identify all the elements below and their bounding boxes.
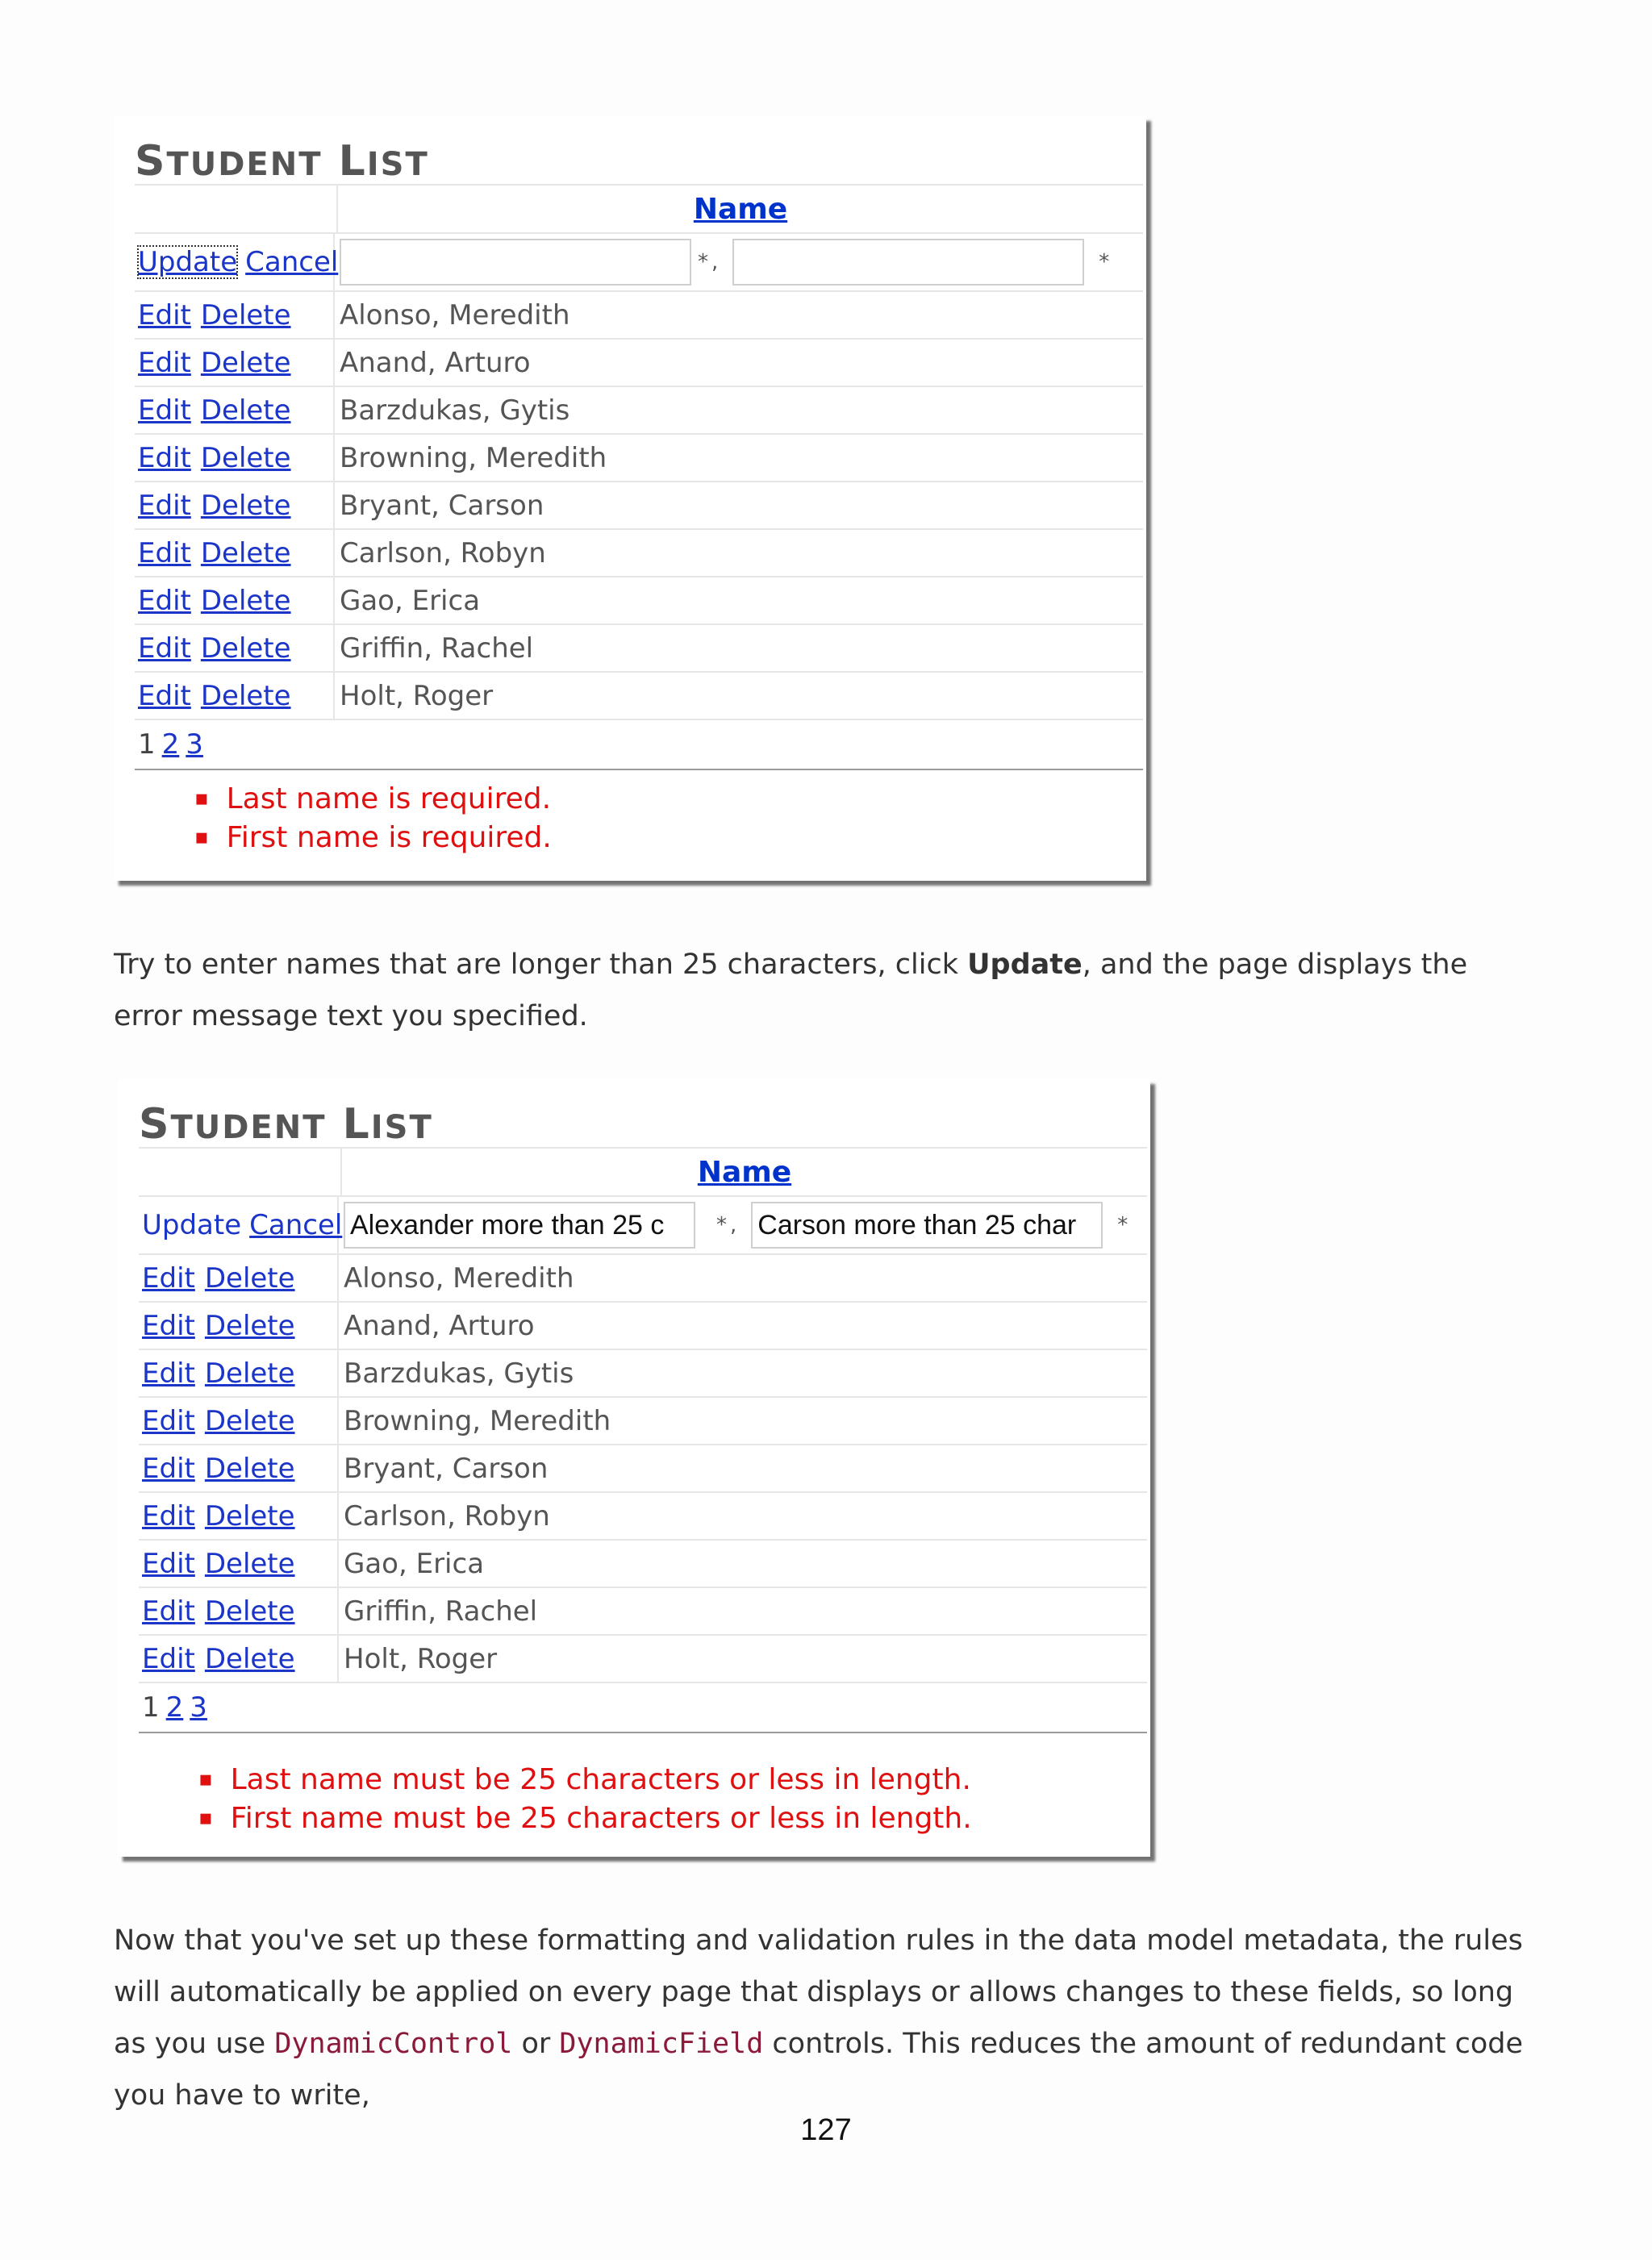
last-name-input[interactable]: Alexander more than 25 c	[344, 1202, 695, 1249]
row-commands	[135, 435, 335, 481]
edit-link[interactable]: Edit	[138, 441, 191, 474]
row-commands	[139, 1303, 339, 1349]
validation-error: ▪ First name is required.	[194, 818, 552, 857]
delete-link[interactable]: Delete	[200, 536, 291, 569]
student-name: Griffin, Rachel	[344, 1595, 538, 1628]
pager-page-3[interactable]: 3	[190, 1691, 207, 1724]
table-row	[139, 1398, 1147, 1445]
pager-page-3[interactable]: 3	[186, 728, 203, 761]
delete-link[interactable]: Delete	[204, 1452, 295, 1485]
delete-link[interactable]: Delete	[200, 298, 291, 331]
table-row	[139, 1588, 1147, 1636]
delete-link[interactable]: Delete	[200, 632, 291, 665]
title-part: IST	[370, 1109, 433, 1146]
grid-header-name-cell	[338, 186, 1143, 232]
delete-link[interactable]: Delete	[200, 441, 291, 474]
delete-link[interactable]: Delete	[200, 584, 291, 617]
row-commands	[139, 1588, 339, 1634]
title-part: S	[135, 137, 167, 186]
title-part: S	[139, 1100, 171, 1149]
student-name: Alonso, Meredith	[344, 1261, 574, 1295]
row-commands	[139, 1636, 339, 1682]
student-name: Barzdukas, Gytis	[340, 394, 570, 427]
student-rows	[139, 1255, 1147, 1683]
paragraph-text: , and the page displays the error message text you specified.	[114, 949, 1468, 1032]
validation-summary	[198, 1760, 972, 1837]
edit-link[interactable]: Edit	[138, 298, 191, 331]
delete-link[interactable]: Delete	[204, 1357, 295, 1390]
table-row	[139, 1303, 1147, 1350]
table-row	[135, 673, 1143, 720]
student-name: Holt, Roger	[340, 679, 494, 712]
delete-link[interactable]: Delete	[204, 1499, 295, 1532]
row-commands	[135, 673, 335, 719]
edit-link[interactable]: Edit	[142, 1547, 195, 1580]
table-row	[135, 625, 1143, 673]
paragraph-text: or	[512, 2028, 560, 2060]
edit-link[interactable]: Edit	[142, 1452, 195, 1485]
table-row	[139, 1636, 1147, 1683]
pager	[139, 1683, 1147, 1733]
pager-page-2[interactable]: 2	[165, 1691, 184, 1724]
student-name: Alonso, Meredith	[340, 298, 570, 331]
student-list-title	[135, 137, 429, 186]
paragraph-text: controls. This reduces the amount of redundant code you have to write,	[114, 2028, 1523, 2112]
edit-link[interactable]: Edit	[138, 584, 191, 617]
grid-header-row	[135, 186, 1143, 234]
name-sort-link[interactable]: Name	[697, 1155, 792, 1189]
name-sort-link[interactable]: Name	[693, 192, 788, 226]
required-star: *	[1117, 1213, 1128, 1237]
title-part: L	[342, 1100, 371, 1149]
student-name: Holt, Roger	[344, 1642, 498, 1675]
cancel-link[interactable]: Cancel	[249, 1209, 343, 1241]
delete-link[interactable]: Delete	[200, 679, 291, 712]
table-row	[135, 387, 1143, 435]
paragraph-bold-text: Update	[967, 949, 1083, 981]
edit-link[interactable]: Edit	[138, 679, 191, 712]
table-row	[135, 482, 1143, 530]
table-row	[139, 1493, 1147, 1541]
grid-header-blank	[135, 186, 338, 232]
student-name: Browning, Meredith	[344, 1404, 611, 1437]
page-number: 127	[800, 2113, 852, 2147]
student-list-screenshot-1	[114, 116, 1146, 881]
row-commands	[139, 1541, 339, 1587]
edit-link[interactable]: Edit	[142, 1595, 195, 1628]
edit-row	[135, 234, 1143, 292]
edit-link[interactable]: Edit	[142, 1357, 195, 1390]
table-row	[139, 1255, 1147, 1303]
pager-current-page: 1	[142, 1691, 160, 1724]
row-commands	[135, 292, 335, 338]
delete-link[interactable]: Delete	[200, 394, 291, 427]
edit-link[interactable]: Edit	[142, 1499, 195, 1532]
student-name: Griffin, Rachel	[340, 632, 534, 665]
paragraph-text: Try to enter names that are longer than 25 characters, click	[114, 949, 968, 981]
validation-summary	[194, 779, 552, 857]
pager-current-page: 1	[138, 728, 156, 761]
delete-link[interactable]: Delete	[204, 1595, 295, 1628]
table-row	[135, 530, 1143, 578]
row-commands	[139, 1493, 339, 1539]
cancel-link[interactable]: Cancel	[245, 246, 339, 278]
grid-header-blank	[139, 1149, 342, 1195]
table-row	[135, 340, 1143, 387]
student-list-screenshot-2	[118, 1079, 1150, 1857]
delete-link[interactable]: Delete	[204, 1261, 295, 1295]
edit-link[interactable]: Edit	[138, 394, 191, 427]
row-commands	[139, 1350, 339, 1396]
student-name: Bryant, Carson	[340, 489, 544, 522]
student-name: Anand, Arturo	[344, 1309, 535, 1342]
row-commands	[135, 340, 335, 386]
student-name: Barzdukas, Gytis	[344, 1357, 574, 1390]
paragraph-text: Now that you've set up these formatting and validation rules in the data model metadata, the rules will automatically be applied on every page that displays or allows changes to these fields, so long as you use	[114, 1924, 1523, 2060]
table-row	[139, 1350, 1147, 1398]
row-commands	[135, 578, 335, 623]
pager	[135, 720, 1143, 770]
student-name: Carlson, Robyn	[344, 1499, 550, 1532]
body-paragraph-1	[114, 939, 1533, 1042]
delete-link[interactable]: Delete	[200, 346, 291, 379]
delete-link[interactable]: Delete	[200, 489, 291, 522]
edit-link[interactable]: Edit	[142, 1642, 195, 1675]
edit-link[interactable]: Edit	[142, 1309, 195, 1342]
row-commands	[139, 1255, 339, 1301]
edit-link[interactable]: Edit	[138, 536, 191, 569]
delete-link[interactable]: Delete	[204, 1642, 295, 1675]
required-star: *	[698, 250, 708, 274]
student-name: Bryant, Carson	[344, 1452, 549, 1485]
delete-link[interactable]: Delete	[204, 1309, 295, 1342]
required-star: *	[716, 1213, 727, 1237]
row-commands	[135, 530, 335, 576]
edit-row-fields	[339, 1197, 1147, 1253]
student-grid	[139, 1147, 1147, 1733]
delete-link[interactable]: Delete	[204, 1404, 295, 1437]
last-name-input[interactable]	[340, 239, 691, 286]
student-name: Anand, Arturo	[340, 346, 531, 379]
edit-row-fields	[335, 234, 1143, 290]
student-name: Browning, Meredith	[340, 441, 607, 474]
required-star: *	[1099, 250, 1110, 274]
edit-row-commands	[139, 1197, 343, 1253]
table-row	[135, 292, 1143, 340]
validation-error: ▪ Last name must be 25 characters or less in length.	[198, 1760, 972, 1799]
edit-link[interactable]: Edit	[138, 346, 191, 379]
first-name-input[interactable]: Carson more than 25 char	[751, 1202, 1103, 1249]
student-rows	[135, 292, 1143, 720]
student-list-title	[139, 1100, 433, 1149]
grid-header-row	[139, 1149, 1147, 1197]
student-name: Gao, Erica	[340, 584, 481, 617]
row-commands	[139, 1445, 339, 1491]
student-grid	[135, 184, 1143, 770]
pager-page-2[interactable]: 2	[161, 728, 180, 761]
validation-error: ▪ Last name is required.	[194, 779, 552, 818]
edit-row-commands	[135, 234, 339, 290]
title-part: TUDENT	[170, 1109, 327, 1146]
validation-error: ▪ First name must be 25 characters or less in length.	[198, 1799, 972, 1837]
inline-code: DynamicControl	[274, 2028, 513, 2060]
first-name-input[interactable]	[732, 239, 1084, 286]
row-commands	[135, 625, 335, 671]
comma-separator: ,	[711, 250, 719, 274]
title-part: IST	[366, 146, 429, 183]
edit-link[interactable]: Edit	[142, 1404, 195, 1437]
row-commands	[135, 387, 335, 433]
grid-header-name-cell	[342, 1149, 1147, 1195]
title-part: TUDENT	[166, 146, 323, 183]
body-paragraph-2	[114, 1915, 1533, 2121]
update-link[interactable]: Update	[138, 246, 238, 278]
student-name: Carlson, Robyn	[340, 536, 546, 569]
title-part: L	[338, 137, 367, 186]
row-commands	[135, 482, 335, 528]
edit-row	[139, 1197, 1147, 1255]
inline-code: DynamicField	[559, 2028, 764, 2060]
edit-link[interactable]: Edit	[138, 632, 191, 665]
update-link[interactable]: Update	[142, 1209, 242, 1241]
table-row	[135, 435, 1143, 482]
table-row	[135, 578, 1143, 625]
table-row	[139, 1541, 1147, 1588]
edit-link[interactable]: Edit	[142, 1261, 195, 1295]
student-name: Gao, Erica	[344, 1547, 485, 1580]
edit-link[interactable]: Edit	[138, 489, 191, 522]
comma-separator: ,	[730, 1213, 737, 1237]
delete-link[interactable]: Delete	[204, 1547, 295, 1580]
row-commands	[139, 1398, 339, 1444]
table-row	[139, 1445, 1147, 1493]
